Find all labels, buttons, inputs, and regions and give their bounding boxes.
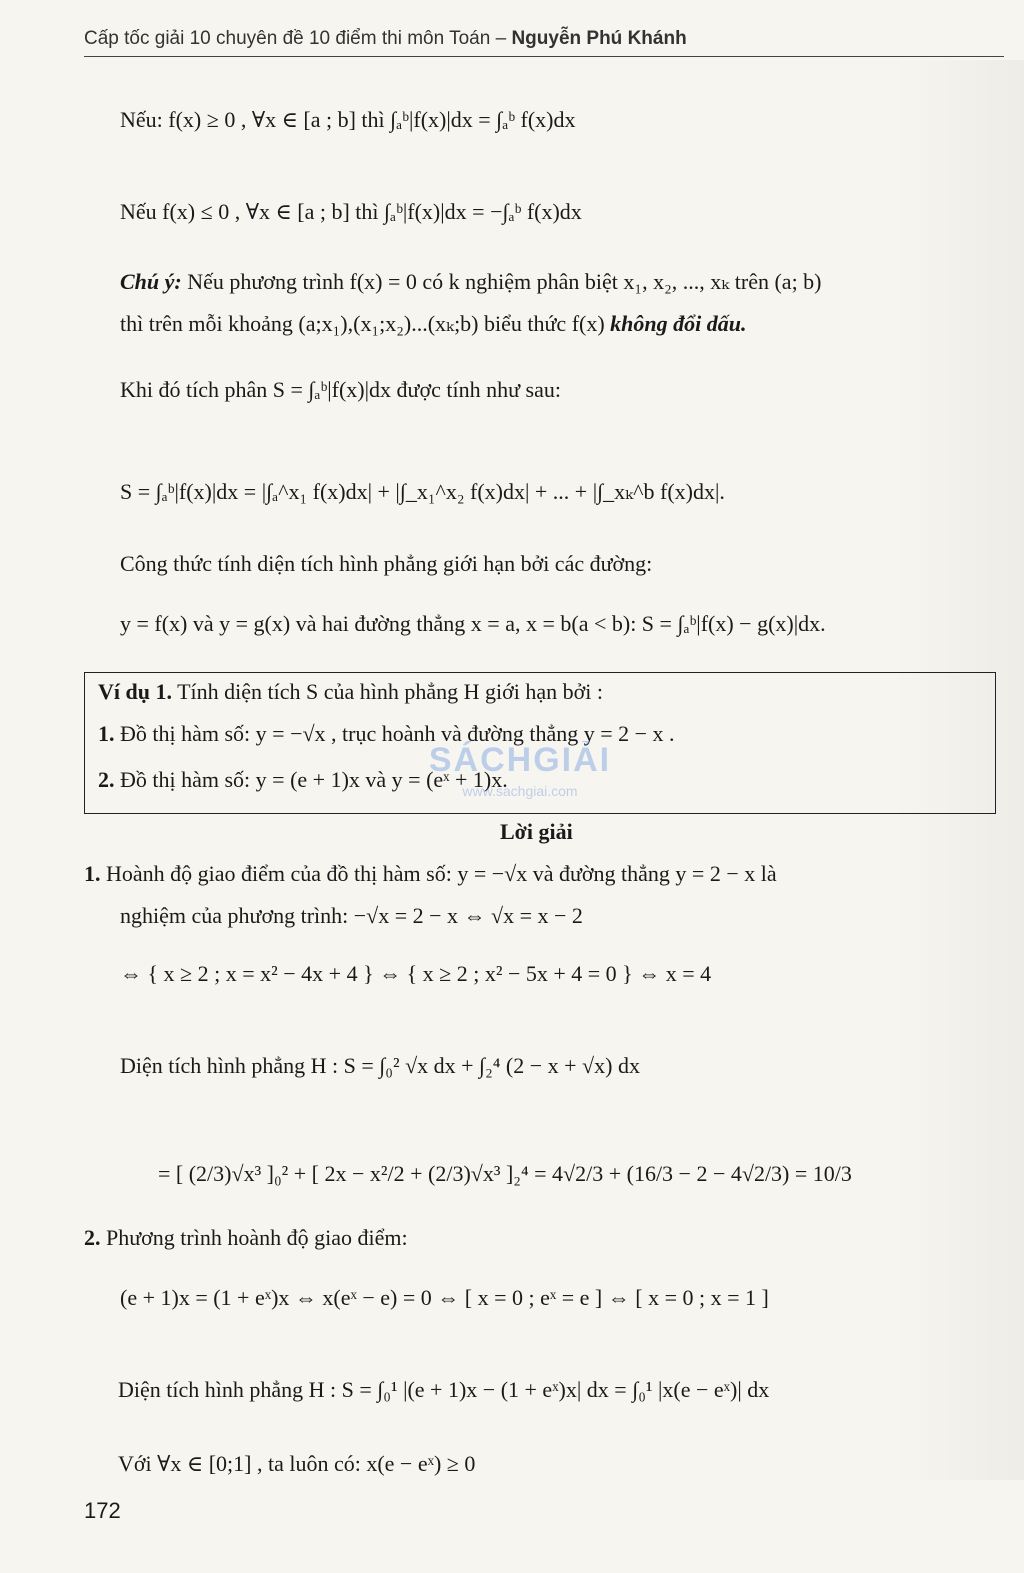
solution-1-number: 1. bbox=[84, 861, 101, 886]
header-separator: – bbox=[495, 28, 507, 49]
solution-2-number: 2. bbox=[84, 1225, 101, 1250]
watermark-text: SÁCHGIẢI bbox=[428, 741, 612, 779]
running-header bbox=[84, 28, 1002, 54]
solution-1-area: Diện tích hình phẳng H : S = ∫₀² √x dx + ∫₂⁴ (2 − x + √x) dx bbox=[120, 1053, 640, 1078]
solution-1-calculation: = [ (2/3)√x³ ]₀² + [ 2x − x²/2 + (2/3)√x³ ]₂⁴ = 4√2/3 + (16/3 − 2 − 4√2/3) = 10/3 bbox=[158, 1161, 852, 1186]
note-text: Nếu phương trình f(x) = 0 có k nghiệm phân biệt x₁, x₂, ..., xₖ trên (a; b) bbox=[181, 269, 822, 294]
example-item-2 bbox=[98, 766, 508, 794]
example-title-text: Tính diện tích S của hình phẳng H giới hạn bởi : bbox=[171, 679, 604, 704]
solution-1-system: ⇔ { x ≥ 2 ; x = x² − 4x + 4 } ⇔ { x ≥ 2 ; x² − 5x + 4 = 0 } ⇔ x = 4 bbox=[120, 961, 712, 986]
watermark-url: www.sachgiai.com bbox=[462, 783, 578, 799]
integral-intro: Khi đó tích phân S = ∫ₐᵇ|f(x)|dx được tính như sau: bbox=[120, 377, 561, 402]
solution-2-equation: (e + 1)x = (1 + eˣ)x ⇔ x(eˣ − e) = 0 ⇔ [ x = 0 ; eˣ = e ] ⇔ [ x = 0 ; x = 1 ] bbox=[120, 1285, 769, 1310]
solution-heading: Lời giải bbox=[500, 819, 573, 844]
area-formula: y = f(x) và y = g(x) và hai đường thẳng x = a, x = b(a < b): S = ∫ₐᵇ|f(x) − g(x)|dx. bbox=[120, 611, 826, 636]
solution-1-equation: nghiệm của phương trình: −√x = 2 − x ⇔ √x = x − 2 bbox=[120, 903, 583, 928]
example-title bbox=[98, 678, 603, 706]
header-author: Nguyễn Phú Khánh bbox=[511, 28, 687, 49]
note-line-2-text: thì trên mỗi khoảng (a;x₁),(x₁;x₂)...(xₖ;b) biểu thức f(x) bbox=[120, 311, 611, 336]
solution-2-area: Diện tích hình phẳng H : S = ∫₀¹ |(e + 1)x − (1 + eˣ)x| dx = ∫₀¹ |x(e − eˣ)| dx bbox=[118, 1377, 770, 1402]
example-item-2-text: Đồ thị hàm số: y = (e + 1)x và y = (eˣ + 1)x. bbox=[114, 767, 508, 792]
formula-negative-case: Nếu f(x) ≤ 0 , ∀x ∈ [a ; b] thì ∫ₐᵇ|f(x)|dx = −∫ₐᵇ f(x)dx bbox=[120, 199, 582, 224]
example-label: Ví dụ 1. bbox=[98, 679, 172, 704]
note-emphasis: không đổi dấu. bbox=[610, 311, 747, 336]
example-item-1 bbox=[98, 720, 675, 748]
header-title: Cấp tốc giải 10 chuyên đề 10 điểm thi môn Toán bbox=[84, 28, 491, 49]
integral-split-formula: S = ∫ₐᵇ|f(x)|dx = |∫ₐ^x₁ f(x)dx| + |∫_x₁^x₂ f(x)dx| + ... + |∫_xₖ^b f(x)dx|. bbox=[120, 479, 725, 504]
solution-1-line-1 bbox=[84, 860, 777, 888]
example-item-1-number: 1. bbox=[98, 721, 115, 746]
formula-positive-case: Nếu: f(x) ≥ 0 , ∀x ∈ [a ; b] thì ∫ₐᵇ|f(x)|dx = ∫ₐᵇ f(x)dx bbox=[120, 107, 576, 132]
note-line-1 bbox=[120, 268, 822, 296]
solution-2-text: Phương trình hoành độ giao điểm: bbox=[100, 1225, 408, 1250]
solution-1-text: Hoành độ giao điểm của đồ thị hàm số: y = −√x và đường thẳng y = 2 − x là bbox=[100, 861, 777, 886]
note-label: Chú ý: bbox=[120, 269, 182, 294]
page-number: 172 bbox=[84, 1498, 121, 1523]
solution-2-conclusion: Với ∀x ∈ [0;1] , ta luôn có: x(e − eˣ) ≥ 0 bbox=[118, 1451, 476, 1476]
header-rule bbox=[84, 56, 1004, 57]
solution-2-line-1 bbox=[84, 1224, 408, 1252]
example-item-2-number: 2. bbox=[98, 767, 115, 792]
note-line-2 bbox=[120, 310, 747, 338]
area-formula-intro: Công thức tính diện tích hình phẳng giới hạn bởi các đường: bbox=[120, 551, 653, 576]
example-item-1-text: Đồ thị hàm số: y = −√x , trục hoành và đường thẳng y = 2 − x . bbox=[114, 721, 675, 746]
